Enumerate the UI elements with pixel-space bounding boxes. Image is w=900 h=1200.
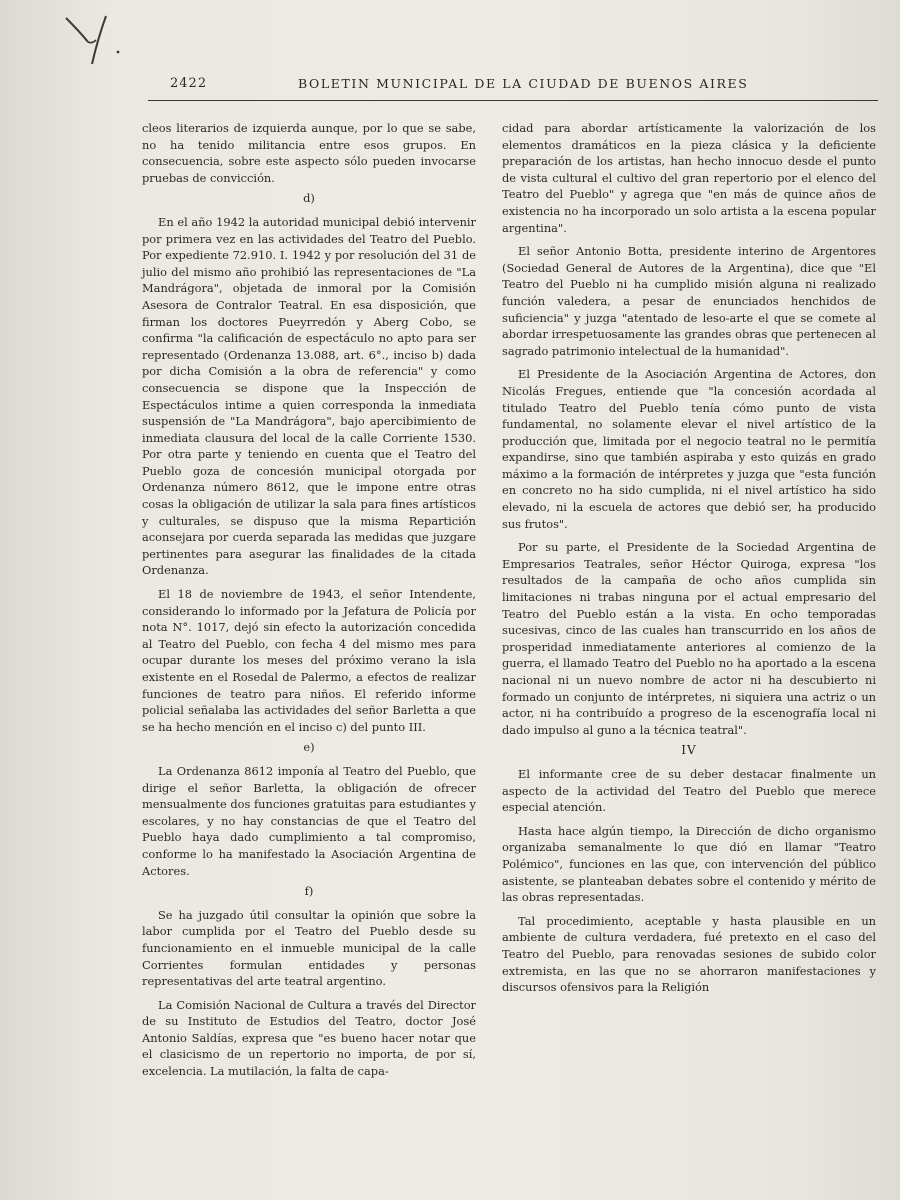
paragraph: La Ordenanza 8612 imponía al Teatro del Pueblo, que dirige el señor Barletta, la obligación de ofrecer mensualmente dos funciones gratuitas para estudiantes y escolares, y no hay constancias de que el Teatro del Pueblo haya dado cumplimiento a tal compromiso, conforme lo ha manifestado la Asociación Argentina de Actores. [142,763,476,878]
header-rule [148,100,878,101]
paragraph: El señor Antonio Botta, presidente interino de Argentores (Sociedad General de Autores de la Argentina), dice que "El Teatro del Pueblo ni ha cumplido misión alguna ni realizado función valedera, a pesar de enunciados henchidos de suficiencia" y juzga "atentado de leso-arte el que se comete al abordar irrespetuosamente las grandes obras que pertenecen al sagrado patrimonio intelectual de la humanidad". [502,244,876,358]
page-header [170,76,870,98]
paragraph: cidad para abordar artísticamente la valorización de los elementos dramáticos en la pieza clásica y la deficiente preparación de los artistas, han hecho innocuo desde el punto de vista cultural el cultivo del gran repertorio por el elenco del Teatro del Pueblo" y agrega que "en más de quince años de existencia no ha incorporado un solo artista a la escena popular argentina". [502,121,876,235]
paragraph: cleos literarios de izquierda aunque, por lo que se sabe, no ha tenido militancia entre esos grupos. En consecuencia, sobre este aspecto sólo pueden invocarse pruebas de convicción. [142,121,476,185]
section-heading: d) [303,191,315,206]
handwritten-mark [58,12,128,68]
section-heading: f) [304,884,314,899]
paragraph: La Comisión Nacional de Cultura a través del Director de su Instituto de Estudios del Teatro, doctor José Antonio Saldías, expresa que "es bueno hacer notar que el clasicismo de un repertorio no importa, de por sí, excelencia. La mutilación, la falta de capa- [142,997,476,1079]
section-heading: IV [681,743,697,758]
page-number: 2422 [170,76,208,91]
right-column [502,120,876,996]
paragraph: El 18 de noviembre de 1943, el señor Intendente, considerando lo informado por la Jefatura de Policía por nota N°. 1017, dejó sin efecto la autorización concedida al Teatro del Pueblo, con fecha 4 del mismo mes para ocupar durante los meses del próximo verano la isla existente en el Rosedal de Palermo, a efectos de realizar funciones de teatro para niños. El referido informe policial señalaba las actividades del señor Barletta a que se ha hecho mención en el inciso c) del punto III. [142,587,476,734]
section-heading: e) [303,740,315,755]
paragraph: El Presidente de la Asociación Argentina de Actores, don Nicolás Fregues, entiende que "la concesión acordada al titulado Teatro del Pueblo tenía cómo punto de vista fundamental, no solamente elevar el nivel artístico de la producción que, limitada por el negocio teatral no le permitía expandirse, sino que también aspiraba y esto quizás en grado máximo a la formación de intérpretes y juzga que "esta función en concreto no ha sido cumplida, ni el nivel artístico ha sido elevado, ni la escuela de actores que debió ser, ha producido sus frutos". [502,367,876,531]
paragraph: Se ha juzgado útil consultar la opinión que sobre la labor cumplida por el Teatro del Pueblo desde su funcionamiento en el inmueble municipal de la calle Corrientes formulan entidades y personas representativas del arte teatral argentino. [142,907,476,989]
paragraph: El informante cree de su deber destacar finalmente un aspecto de la actividad del Teatro del Pueblo que merece especial atención. [502,766,876,815]
left-column [142,120,476,1080]
running-title: BOLETIN MUNICIPAL DE LA CIUDAD DE BUENOS AIRES [298,76,749,91]
paragraph: Hasta hace algún tiempo, la Dirección de dicho organismo organizaba semanalmente lo que dió en llamar "Teatro Polémico", funciones en las que, con intervención del público asistente, se planteaban debates sobre el contenido y mérito de las obras representadas. [502,823,876,905]
paragraph: En el año 1942 la autoridad municipal debió intervenir por primera vez en las actividades del Teatro del Pueblo. Por expediente 72.910. I. 1942 y por resolución del 31 de julio del mismo año prohibió las representaciones de "La Mandrágora", objetada de inmoral por la Comisión Asesora de Contralor Teatral. En esa disposición, que firman los doctores Pueyrredón y Aberg Cobo, se confirma "la calificación de espectáculo no apto para ser representado (Ordenanza 13.088, art. 6°., inciso b) dada por dicha Comisión a la obra de referencia" y como consecuencia se dispone que la Inspección de Espectáculos intime a quien corresponda la inmediata suspensión de "La Mandrágora", bajo apercibimiento de inmediata clausura del local de la calle Corriente 1530. Por otra parte y teniendo en cuenta que el Teatro del Pueblo goza de concesión municipal otorgada por Ordenanza número 8612, que le impone entre otras cosas la obligación de utilizar la sala para fines artísticos y culturales, se dispuso que la misma Repartición aconsejara por cuerda separada las medidas que juzgare pertinentes para asegurar las finalidades de la citada Ordenanza. [142,214,476,578]
paragraph: Tal procedimiento, aceptable y hasta plausible en un ambiente de cultura verdadera, fué pretexto en el caso del Teatro del Pueblo, para renovadas sesiones de subido color extremista, en las que no se ahorraron manifestaciones y discursos ofensivos para la Religión [502,913,876,995]
paragraph: Por su parte, el Presidente de la Sociedad Argentina de Empresarios Teatrales, señor Héctor Quiroga, expresa "los resultados de la campaña de ocho años cumplida sin limitaciones ni trabas ninguna por el actual empresario del Teatro del Pueblo están a la vista. En ocho temporadas sucesivas, cinco de las cuales han transcurrido en los años de prosperidad inmediatamente anteriores al comienzo de la guerra, el llamado Teatro del Pueblo no ha aportado a la escena nacional ni un nuevo nombre de actor ni ha descubierto ni formado un conjunto de intérpretes, ni siquiera una actriz o un actor, ni ha contribuído a progreso de la escenografía local ni dado impulso al guno a la técnica teatral". [502,540,876,737]
